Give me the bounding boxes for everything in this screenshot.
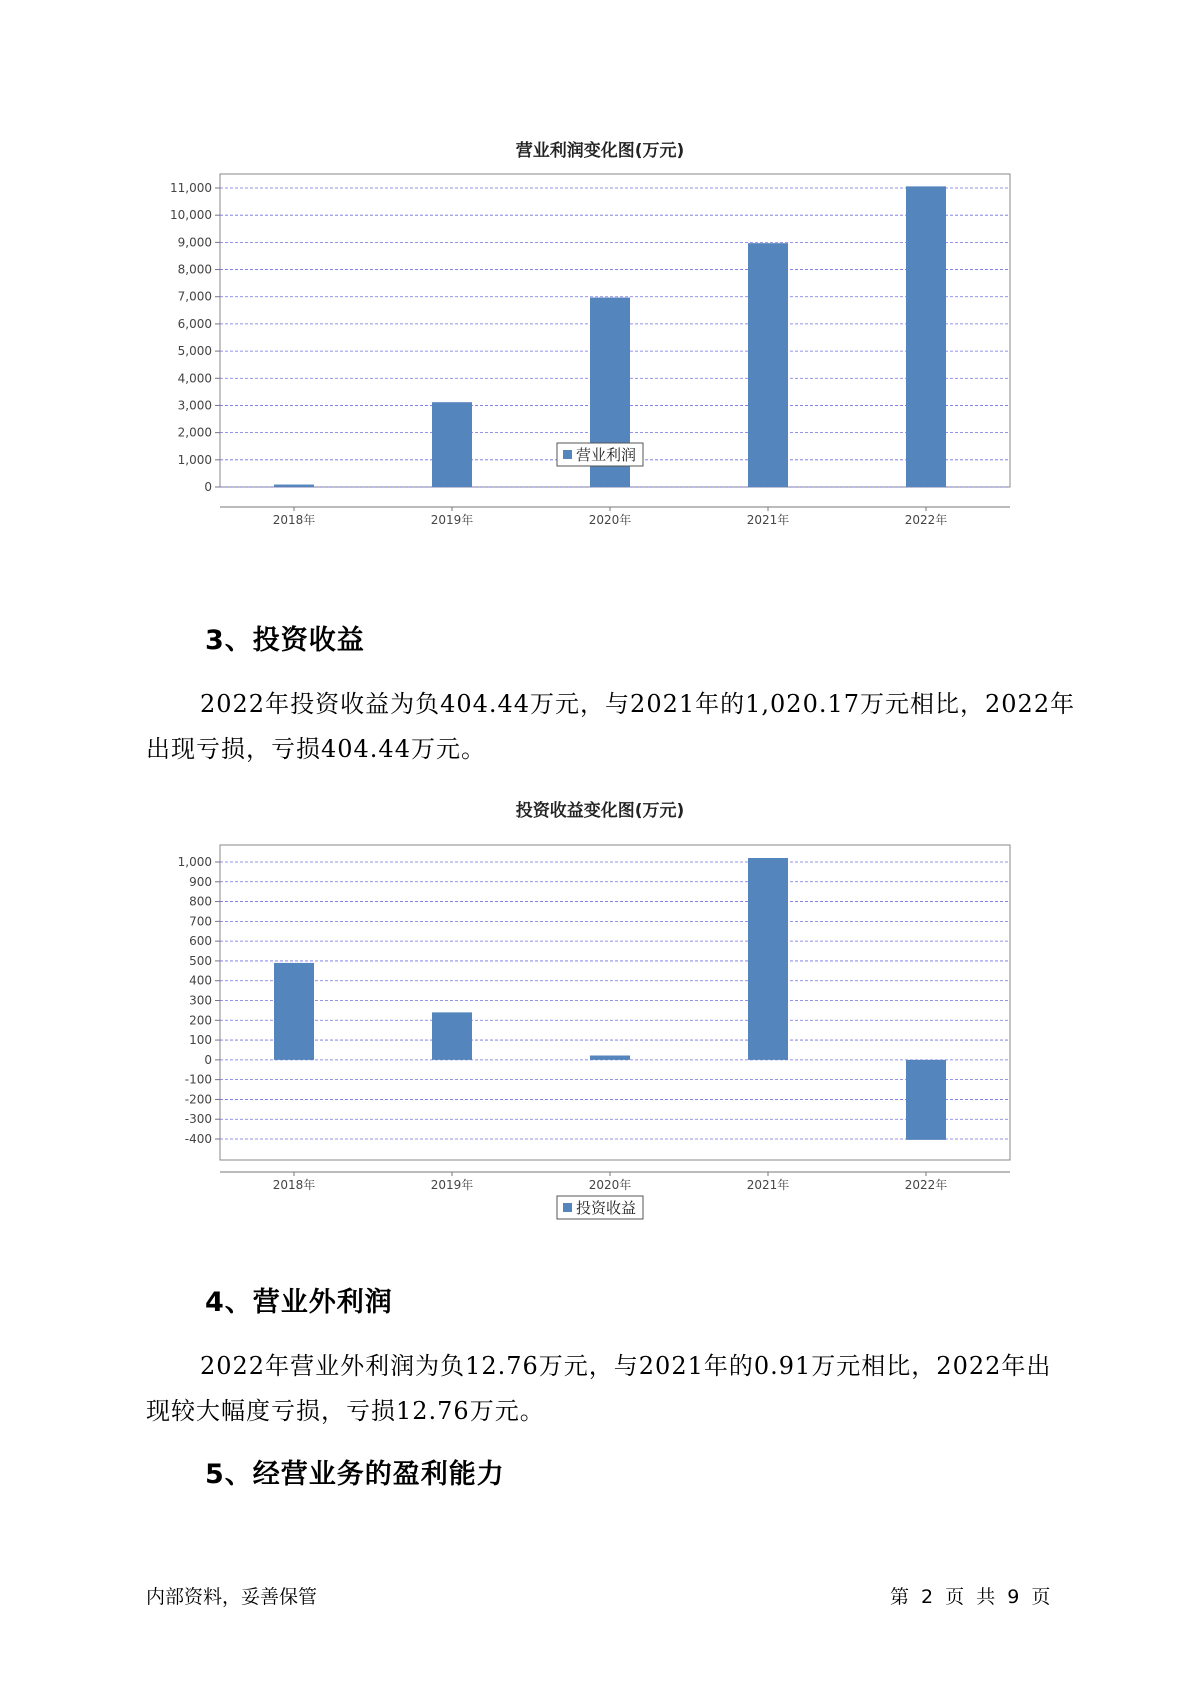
legend-label: 营业利润 [576, 446, 637, 464]
y-tick-label: 300 [189, 993, 212, 1008]
legend-label: 投资收益 [576, 1199, 637, 1217]
y-tick-label: 1,000 [177, 855, 212, 869]
x-tick-label: 2022年 [904, 513, 948, 527]
legend [557, 443, 643, 466]
legend-swatch [563, 450, 572, 459]
x-tick-label: 2018年 [272, 1178, 316, 1192]
bar [274, 963, 314, 1060]
bar [274, 485, 314, 487]
investment-income-chart [150, 790, 1030, 1250]
bar [748, 858, 788, 1060]
x-tick-label: 2020年 [588, 513, 632, 527]
bar [906, 1060, 946, 1140]
y-tick-label: 800 [189, 894, 212, 909]
operating-profit-chart [150, 130, 1030, 590]
footer-confidential-note: 内部资料，妥善保管 [146, 1586, 318, 1608]
bar [748, 243, 788, 487]
y-tick-label: 400 [189, 973, 212, 988]
operating-profit-chart-svg [150, 130, 1030, 590]
investment-income-chart-svg [150, 790, 1030, 1250]
x-tick-label: 2019年 [430, 513, 474, 527]
y-tick-label: 8,000 [177, 262, 212, 277]
y-tick-label: 2,000 [177, 425, 212, 440]
chart-title: 营业利润变化图(万元) [515, 141, 685, 161]
y-tick-label: 4,000 [177, 371, 212, 386]
y-tick-label: 0 [204, 480, 212, 494]
y-tick-label: 200 [189, 1013, 212, 1028]
y-tick-label: -400 [184, 1132, 212, 1146]
y-tick-label: 700 [189, 914, 212, 929]
y-tick-label: 6,000 [177, 316, 212, 331]
y-tick-label: 7,000 [177, 289, 212, 304]
y-tick-label: 10,000 [170, 208, 212, 223]
legend-swatch [563, 1203, 572, 1212]
section-heading-non-operating-profit: 4、营业外利润 [205, 1287, 393, 1318]
non-operating-profit-paragraph: 2022年营业外利润为负12.76万元，与2021年的0.91万元相比，2022年出现较大幅度亏损，亏损12.76万元。 [146, 1352, 1052, 1425]
bar [590, 1056, 630, 1060]
y-tick-label: 100 [189, 1033, 212, 1048]
bar [432, 402, 472, 487]
y-tick-label: 1,000 [177, 452, 212, 467]
bar [906, 186, 946, 487]
section-heading-investment-income: 3、投资收益 [205, 625, 365, 656]
legend [557, 1196, 643, 1219]
y-tick-label: 900 [189, 874, 212, 889]
y-tick-label: 9,000 [177, 235, 212, 250]
section-heading-profitability: 5、经营业务的盈利能力 [205, 1459, 505, 1490]
x-tick-label: 2020年 [588, 1178, 632, 1192]
x-tick-label: 2018年 [272, 513, 316, 527]
bar [432, 1012, 472, 1059]
plot-frame [220, 845, 1010, 1160]
y-tick-label: 5,000 [177, 344, 212, 359]
x-tick-label: 2019年 [430, 1178, 474, 1192]
y-tick-label: -300 [184, 1112, 212, 1127]
y-tick-label: 500 [189, 953, 212, 968]
y-tick-label: -200 [184, 1092, 212, 1107]
chart-title: 投资收益变化图(万元) [515, 801, 685, 821]
y-tick-label: 600 [189, 934, 212, 949]
investment-income-paragraph: 2022年投资收益为负404.44万元，与2021年的1,020.17万元相比，2022年出现亏损，亏损404.44万元。 [146, 690, 1076, 763]
footer-page-number: 第 2 页 共 9 页 [890, 1586, 1051, 1608]
y-tick-label: 3,000 [177, 398, 212, 413]
y-tick-label: 0 [204, 1052, 212, 1067]
x-tick-label: 2021年 [746, 1178, 790, 1192]
x-tick-label: 2022年 [904, 1178, 948, 1192]
x-tick-label: 2021年 [746, 513, 790, 527]
y-tick-label: 11,000 [170, 181, 212, 195]
y-tick-label: -100 [184, 1072, 212, 1087]
